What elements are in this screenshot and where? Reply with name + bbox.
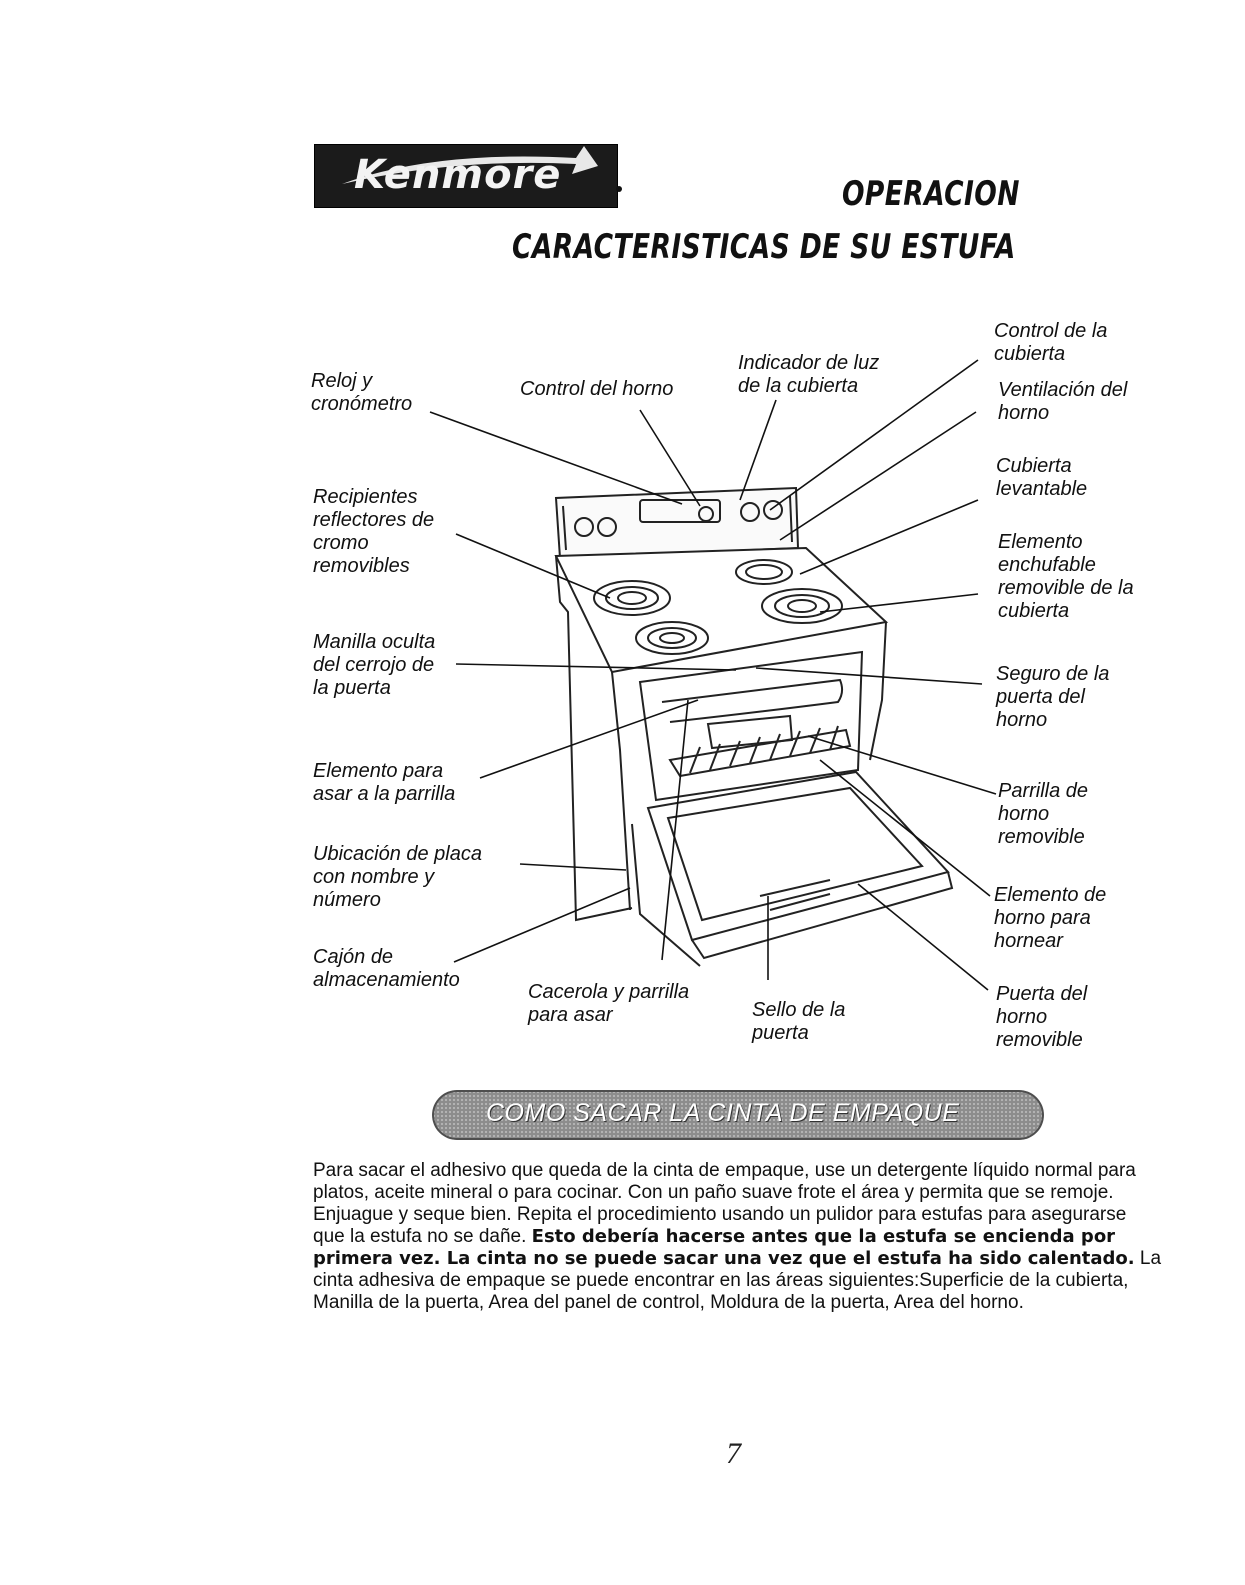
label-elemento-asar: Elemento para asar a la parrilla xyxy=(313,760,456,805)
label-parrilla: Parrilla de horno removible xyxy=(998,780,1089,848)
page-number: 7 xyxy=(726,1437,741,1470)
label-elemento-enchufable: Elemento enchufable removible de la cubierta xyxy=(998,531,1134,622)
page-subtitle: CARACTERISTICAS DE SU ESTUFA xyxy=(512,227,1016,267)
label-puerta-horno: Puerta del horno removible xyxy=(996,983,1088,1051)
label-recipientes: Recipientes reflectores de cromo removibles xyxy=(313,486,435,577)
body-text-1: Para sacar el adhesivo que queda de la cinta de empaque, use un detergente líquido normal para platos, aceite mineral o para cocinar. Con un paño suave frote el área y permita que se remoje. Enjuague y seque bien. Repita el procedimiento usando un pulidor para estufas para asegurarse que la estufa no se dañe. xyxy=(313,1160,1136,1247)
label-control-cubierta: Control de la cubierta xyxy=(994,320,1108,365)
label-ubicacion: Ubicación de placa con nombre y número xyxy=(313,843,482,911)
label-cacerola: Cacerola y parrilla para asar xyxy=(528,981,690,1026)
section-title: OPERACION xyxy=(842,174,1020,214)
logo-wordmark: Kenmore xyxy=(354,152,562,198)
label-manilla: Manilla oculta del cerrojo de la puerta xyxy=(313,631,436,699)
label-elemento-hornear: Elemento de horno para hornear xyxy=(994,884,1107,952)
label-seguro: Seguro de la puerta del horno xyxy=(996,663,1110,731)
body-text-bold: Esto debería hacerse antes que la estufa se encienda por primera vez. La cinta no se puede sacar una vez que el estufa ha sido calentado. xyxy=(313,1226,1135,1269)
section-banner xyxy=(432,1090,1044,1140)
label-sello: Sello de la puerta xyxy=(752,999,846,1044)
label-ventilacion: Ventilación del horno xyxy=(998,379,1128,424)
label-cubierta-levantable: Cubierta levantable xyxy=(996,455,1088,500)
label-reloj: Reloj y cronómetro xyxy=(311,370,413,415)
body-text-2: La cinta adhesiva de empaque se puede encontrar en las áreas siguientes:Superficie de la cubierta, Manilla de la puerta, Area del panel de control, Moldura de la puerta, Area del horno. xyxy=(313,1248,1162,1313)
body-paragraph xyxy=(313,1160,1163,1314)
label-cajon: Cajón de almacenamiento xyxy=(313,946,460,991)
label-indicador-luz: Indicador de luz de la cubierta xyxy=(738,352,880,397)
banner-text: COMO SACAR LA CINTA DE EMPAQUE xyxy=(486,1099,960,1127)
label-control-horno: Control del horno xyxy=(520,378,674,400)
